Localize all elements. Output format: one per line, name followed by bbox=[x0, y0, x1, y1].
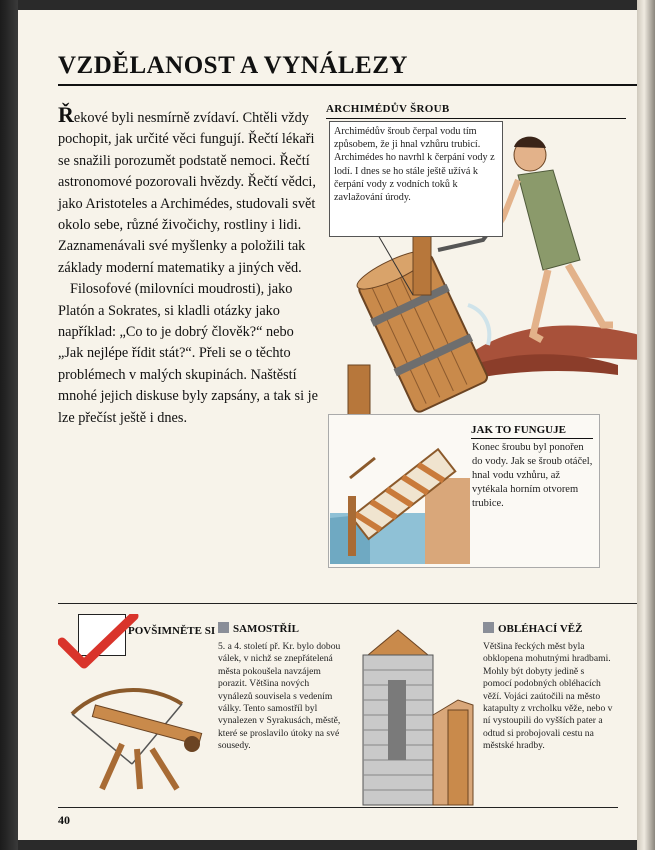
how-it-works-title: JAK TO FUNGUJE bbox=[471, 424, 566, 436]
siege-tower-title-text: OBLÉHACÍ VĚŽ bbox=[498, 623, 583, 635]
siege-tower-title bbox=[483, 622, 582, 635]
square-bullet-icon bbox=[483, 622, 494, 633]
square-bullet-icon bbox=[218, 622, 229, 633]
crossbow-title-text: SAMOSTŘÍL bbox=[233, 623, 300, 635]
crossbow-text: 5. a 4. století př. Kr. bylo dobou válek, v nichž se znepřátelená města pokoušela navzájem porazit. Většina nových vynálezů souvisela s vedením války. Tento samostříl byl vynalezen v Syrakusách, městě, které se proslavilo útoky na své sousedy. bbox=[218, 641, 341, 752]
footer-rule bbox=[58, 807, 618, 808]
archimedes-title: ARCHIMÉDŮV ŠROUB bbox=[326, 103, 450, 115]
section-divider bbox=[58, 603, 640, 604]
crossbow-illustration bbox=[62, 674, 212, 794]
archimedes-caption: Archimédův šroub čerpal vodu tím způsobem, že ji hnal vzhůru trubicí. Archimédes ho navrhl k čerpání vody z lodí. I dnes se ho stále ještě užívá k čerpání vody z vodních toků k zavlažování úrody. bbox=[329, 121, 503, 237]
book-page bbox=[18, 10, 640, 840]
page-title: VZDĚLANOST A VYNÁLEZY bbox=[58, 52, 408, 79]
how-it-works-text: Konec šroubu byl ponořen do vody. Jak se šroub otáčel, hnal vodu vzhůru, až vytékala horním otvorem trubice. bbox=[472, 442, 593, 509]
page-edge-shadow bbox=[637, 0, 655, 850]
drop-cap: Ř bbox=[58, 102, 74, 127]
paragraph-1-text: ekové byli nesmírně zvídaví. Chtěli vždy pochopit, jak určité věci fungují. Řečtí lékaři se snažili porozumět podstatě nemoci. Řečtí astronomové pozorovali hvězdy. Řečtí vědci, jako Aristoteles a Archimédes, studovali svět okolo sebe, různé živočichy, rostliny i lidi. Zaznamenávali své myšlenky a položili tak základy moderní matematiky a jiných věd. bbox=[58, 110, 316, 276]
notice-label: POVŠIMNĚTE SI bbox=[128, 625, 216, 637]
siege-tower-illustration bbox=[348, 620, 478, 810]
paragraph-1 bbox=[58, 104, 320, 279]
archimedes-rule bbox=[326, 118, 626, 119]
main-text bbox=[58, 104, 320, 429]
title-rule bbox=[58, 84, 640, 86]
paragraph-2: Filosofové (milovníci moudrosti), jako Platón a Sokrates, si kladli otázky jako například: „Co to je dobrý člověk?“ nebo „Jak nejlépe řídit stát?“. Přeli se o těchto problémech v malých skupinách. Naštěstí mnohé jejich diskuse byly zapsány, a tak si je lze přečíst ještě i dnes. bbox=[58, 281, 318, 426]
siege-tower-text: Většina řeckých měst byla obklopena mohutnými hradbami. Mohly být dobyty jedině s pomocí podobných obléhacích věží. Vojáci zaútočili na město katapulty z vrcholku věže, nebo v ní vystoupili do vyšších pater a odtud si probojovali cestu na městské hradby. bbox=[483, 641, 613, 752]
crossbow-title bbox=[218, 622, 299, 635]
how-it-works-rule bbox=[471, 438, 593, 439]
how-it-works-illustration bbox=[330, 418, 470, 564]
checkmark-icon bbox=[58, 614, 208, 674]
page-number: 40 bbox=[58, 813, 70, 827]
binding-shadow bbox=[0, 0, 18, 850]
